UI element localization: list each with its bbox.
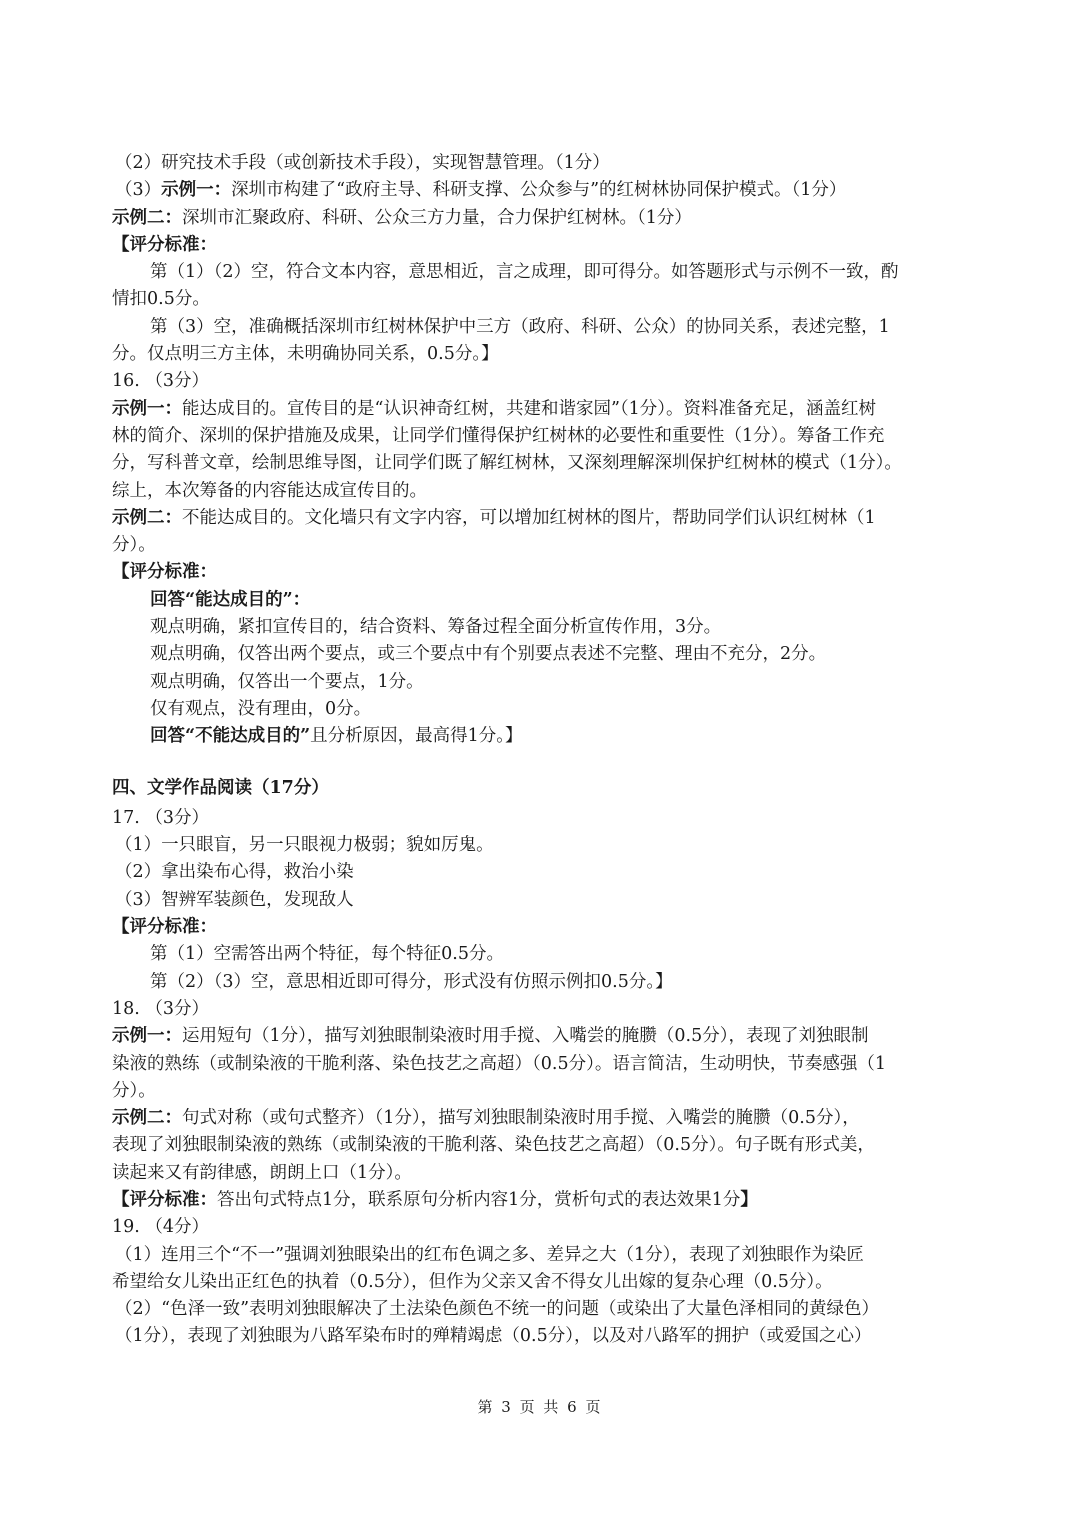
line-bold: 示例二： bbox=[112, 1108, 182, 1129]
text-line bbox=[112, 614, 972, 641]
text-line bbox=[112, 478, 972, 505]
text-line bbox=[112, 587, 972, 614]
line-rest: （3）智辨军装颜色，发现敌人 bbox=[115, 889, 354, 910]
answer-block-15-16 bbox=[112, 150, 972, 751]
line-bold: 【评分标准： bbox=[112, 562, 217, 583]
line-rest: 观点明确，仅答出两个要点，或三个要点中有个别要点表述不完整、理由不充分，2分。 bbox=[150, 644, 827, 665]
text-line bbox=[112, 1187, 972, 1214]
line-bold: 【评分标准： bbox=[112, 1189, 217, 1210]
line-bold: 示例二： bbox=[112, 207, 182, 228]
line-bold: 示例二： bbox=[112, 507, 182, 528]
line-rest: 情扣0.5分。 bbox=[112, 289, 210, 310]
text-line bbox=[112, 723, 972, 750]
text-line bbox=[112, 559, 972, 586]
answer-block-17-19 bbox=[112, 805, 972, 1351]
line-rest: 分。仅点明三方主体，未明确协同关系，0.5分。】 bbox=[112, 344, 499, 365]
text-line bbox=[112, 205, 972, 232]
text-line bbox=[112, 1323, 972, 1350]
text-line bbox=[112, 259, 972, 286]
text-line bbox=[112, 805, 972, 832]
line-rest: 答出句式特点1分，联系原句分析内容1分，赏析句式的表达效果1分 bbox=[217, 1189, 741, 1210]
line-rest: 分）。 bbox=[112, 1080, 156, 1101]
line-rest: 观点明确，仅答出一个要点，1分。 bbox=[150, 671, 424, 692]
text-line bbox=[112, 177, 972, 204]
text-line bbox=[112, 941, 972, 968]
text-line bbox=[112, 1269, 972, 1296]
text-line bbox=[112, 1023, 972, 1050]
text-line bbox=[112, 341, 972, 368]
line-rest: 能达成目的。宣传目的是“认识神奇红树，共建和谐家园”（1分）。资料准备充足，涵盖红树 bbox=[182, 398, 877, 419]
line-rest: 林的简介、深圳的保护措施及成果，让同学们懂得保护红树林的必要性和重要性（1分）。筹备工作充 bbox=[112, 425, 885, 446]
line-rest: 分）。 bbox=[112, 535, 156, 556]
line-rest: 仅有观点，没有理由，0分。 bbox=[150, 698, 372, 719]
text-line bbox=[112, 1078, 972, 1105]
text-line bbox=[112, 914, 972, 941]
line-bold: 示例一： bbox=[112, 398, 182, 419]
text-line bbox=[112, 286, 972, 313]
text-line bbox=[112, 1132, 972, 1159]
section-title: 四、文学作品阅读（17分） bbox=[112, 777, 329, 798]
line-rest: 第（2）（3）空，意思相近即可得分，形式没有仿照示例扣0.5分。】 bbox=[150, 971, 673, 992]
text-line bbox=[112, 1296, 972, 1323]
line-rest: （2）“色泽一致”表明刘独眼解决了土法染色颜色不统一的问题（或染出了大量色泽相同的黄绿色） bbox=[115, 1299, 880, 1320]
line-rest: 分，写科普文章，绘制思维导图，让同学们既了解红树林，又深刻理解深圳保护红树林的模式（1分）。 bbox=[112, 453, 902, 474]
text-line bbox=[112, 368, 972, 395]
text-line bbox=[112, 505, 972, 532]
line-rest: （1分），表现了刘独眼为八路军染布时的殚精竭虑（0.5分），以及对八路军的拥护（或爱国之心） bbox=[115, 1326, 872, 1347]
line-rest: （2）研究技术手段（或创新技术手段），实现智慧管理。（1分） bbox=[115, 153, 610, 173]
line-rest: 句式对称（或句式整齐）（1分），描写刘独眼制染液时用手搅、入嘴尝的腌臜（0.5分）， bbox=[182, 1108, 860, 1129]
text-line bbox=[112, 887, 972, 914]
text-line bbox=[112, 669, 972, 696]
line-rest: （1）一只眼盲，另一只眼视力极弱；貌如厉鬼。 bbox=[115, 835, 494, 856]
line-rest: 深圳市汇聚政府、科研、公众三方力量，合力保护红树林。（1分） bbox=[182, 207, 692, 228]
text-line bbox=[112, 1051, 972, 1078]
text-line bbox=[112, 232, 972, 259]
line-rest: 16. （3分） bbox=[112, 371, 210, 392]
line-rest: 综上，本次筹备的内容能达成宣传目的。 bbox=[112, 480, 427, 501]
line-rest: 17. （3分） bbox=[112, 807, 210, 828]
line-rest: 深圳市构建了“政府主导、科研支撑、公众参与”的红树林协同保护模式。（1分） bbox=[231, 180, 847, 201]
line-bold: 回答“能达成目的”： bbox=[150, 589, 311, 610]
text-line bbox=[112, 314, 972, 341]
line-bold: 回答“不能达成目的” bbox=[150, 726, 311, 747]
line-rest: 染液的熟练（或制染液的干脆利落、染色技艺之高超）（0.5分）。语言简洁，生动明快，节奏感强（1 bbox=[112, 1053, 886, 1074]
text-line bbox=[112, 150, 972, 177]
line-rest: （1）连用三个“不一”强调刘独眼染出的红布色调之多、差异之大（1分），表现了刘独眼作为染匠 bbox=[115, 1244, 864, 1265]
text-line bbox=[112, 996, 972, 1023]
line-rest: 希望给女儿染出正红色的执着（0.5分），但作为父亲又舍不得女儿出嫁的复杂心理（0.5分）。 bbox=[112, 1271, 833, 1292]
line-rest: 第（3）空，准确概括深圳市红树林保护中三方（政府、科研、公众）的协同关系，表述完整，1 bbox=[150, 316, 890, 337]
text-line bbox=[112, 859, 972, 886]
text-line bbox=[112, 423, 972, 450]
line-rest: 18. （3分） bbox=[112, 998, 210, 1019]
line-rest: 且分析原因，最高得1分。】 bbox=[310, 726, 523, 747]
text-line bbox=[112, 969, 972, 996]
line-tail: 】 bbox=[740, 1189, 758, 1210]
line-rest: 观点明确，紧扣宣传目的，结合资料、筹备过程全面分析宣传作用，3分。 bbox=[150, 617, 722, 638]
text-line bbox=[112, 1214, 972, 1241]
line-pre: （3） bbox=[115, 180, 162, 201]
text-line bbox=[112, 696, 972, 723]
line-bold: 【评分标准： bbox=[112, 917, 217, 938]
text-line bbox=[112, 532, 972, 559]
line-rest: 运用短句（1分），描写刘独眼制染液时用手搅、入嘴尝的腌臜（0.5分），表现了刘独眼制 bbox=[182, 1026, 869, 1047]
text-line bbox=[112, 641, 972, 668]
text-line bbox=[112, 1160, 972, 1187]
line-rest: 第（1）（2）空，符合文本内容，意思相近，言之成理，即可得分。如答题形式与示例不一致，酌 bbox=[150, 262, 899, 283]
line-rest: 第（1）空需答出两个特征，每个特征0.5分。 bbox=[150, 944, 504, 965]
line-rest: 19. （4分） bbox=[112, 1217, 210, 1238]
answer-key-page bbox=[112, 150, 972, 1351]
line-rest: 表现了刘独眼制染液的熟练（或制染液的干脆利落、染色技艺之高超）（0.5分）。句子既有形式美， bbox=[112, 1135, 875, 1156]
section-gap bbox=[112, 751, 972, 775]
text-line bbox=[112, 1105, 972, 1132]
page-footer: 第 3 页 共 6 页 bbox=[477, 1398, 603, 1416]
text-line bbox=[112, 832, 972, 859]
line-rest: （2）拿出染布心得，救治小染 bbox=[115, 862, 354, 883]
line-bold: 示例一： bbox=[161, 180, 232, 201]
line-rest: 读起来又有韵律感，朗朗上口（1分）。 bbox=[112, 1162, 412, 1183]
line-bold: 【评分标准： bbox=[112, 234, 217, 255]
text-line bbox=[112, 396, 972, 423]
text-line bbox=[112, 450, 972, 477]
line-bold: 示例一： bbox=[112, 1026, 182, 1047]
line-rest: 不能达成目的。文化墙只有文字内容，可以增加红树林的图片，帮助同学们认识红树林（1 bbox=[182, 507, 876, 528]
text-line bbox=[112, 1242, 972, 1269]
